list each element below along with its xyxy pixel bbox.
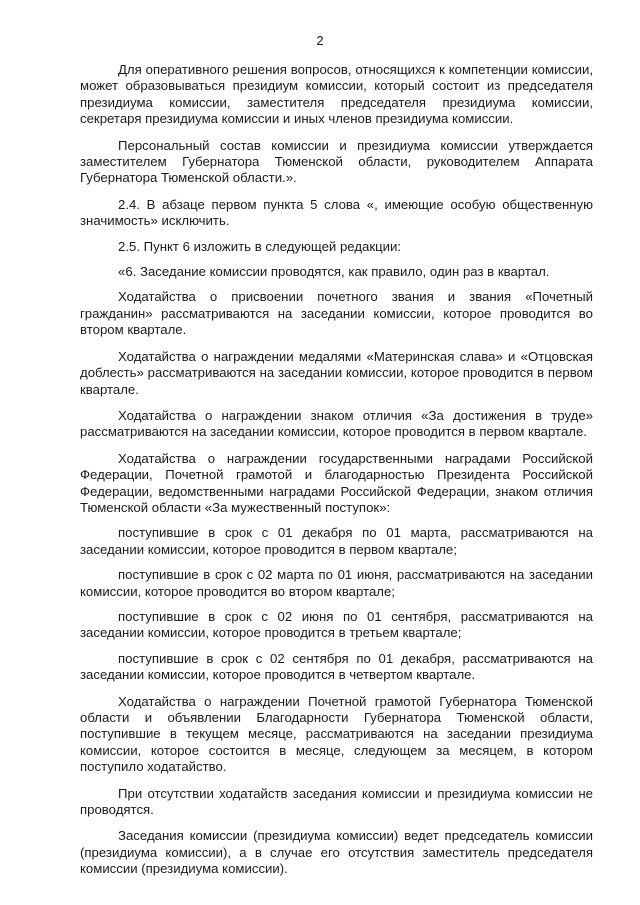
paragraph-honorary-title: Ходатайства о присвоении почетного звания и звания «Почетный гражданин» рассматриваются на заседании комиссии, которое проводится во втором квартале. (80, 289, 593, 338)
paragraph-governor-awards: Ходатайства о награждении Почетной грамотой Губернатора Тюменской области и объявлении Благодарности Губернатора Тюменской области, поступившие в текущем месяце, рассматриваются на заседании президиума комиссии, которое состоится в месяце, следующем за месяцем, в котором поступило ходатайство. (80, 693, 593, 775)
paragraph-term-q2: поступившие в срок с 02 марта по 01 июня, рассматриваются на заседании комиссии, которое проводится во втором квартале; (80, 567, 593, 599)
paragraph-term-q3: поступившие в срок с 02 июня по 01 сентября, рассматриваются на заседании комиссии, которое проводится в третьем квартале; (80, 608, 593, 641)
paragraph-point-6: «6. Заседание комиссии проводятся, как правило, один раз в квартал. (118, 264, 550, 280)
paragraph-2-4: 2.4. В абзаце первом пункта 5 слова «, имеющие особую общественную значимость» исключить. (80, 196, 593, 229)
paragraph-state-awards: Ходатайства о награждении государственными наградами Российской Федерации, Почетной грамотой и благодарностью Президента Российской Федерации, ведомственными наградами Российской Федерации, знаком отличия Тюменской области «За мужественный поступок»: (80, 450, 593, 515)
document-body (80, 62, 593, 888)
paragraph-chair: Заседания комиссии (президиума комиссии) ведет председатель комиссии (президиума комиссии), а в случае его отсутствия заместитель председателя комиссии (президиума комиссии). (80, 828, 593, 877)
paragraph-term-q4: поступившие в срок с 02 сентября по 01 декабря, рассматриваются на заседании комиссии, которое проводится в четвертом квартале. (80, 650, 593, 683)
paragraph-presidium: Для оперативного решения вопросов, относящихся к компетенции комиссии, может образовываться президиум комиссии, который состоит из председателя президиума комиссии, заместителя председателя президиума комиссии, секретаря президиума комиссии и иных членов президиума комиссии. (80, 62, 593, 127)
page-number: 2 (316, 33, 324, 48)
paragraph-no-petitions: При отсутствии ходатайств заседания комиссии и президиума комиссии не проводятся. (80, 785, 593, 818)
paragraph-labor-badge: Ходатайства о награждении знаком отличия «За достижения в труде» рассматриваются на заседании комиссии, которое проводится в первом квартале. (80, 407, 593, 440)
paragraph-2-5: 2.5. Пункт 6 изложить в следующей редакции: (118, 238, 402, 254)
paragraph-medals: Ходатайства о награждении медалями «Материнская слава» и «Отцовская доблесть» рассматриваются на заседании комиссии, которое проводится в первом квартале. (80, 348, 593, 397)
paragraph-personal-composition: Персональный состав комиссии и президиума комиссии утверждается заместителем Губернатора Тюменской области, руководителем Аппарата Губернатора Тюменской области.». (80, 137, 593, 186)
paragraph-term-q1: поступившие в срок с 01 декабря по 01 марта, рассматриваются на заседании комиссии, которое проводится в первом квартале; (80, 525, 593, 557)
